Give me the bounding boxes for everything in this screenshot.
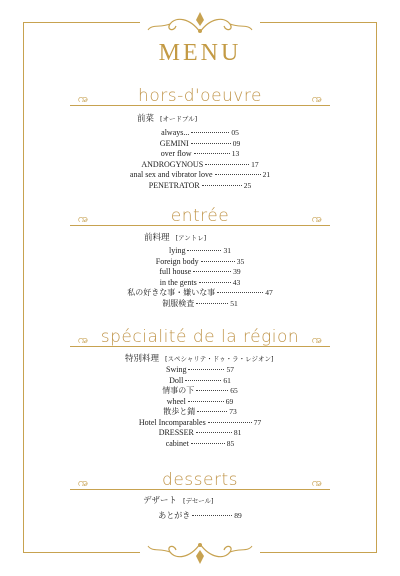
menu-item — [0, 439, 400, 450]
menu-item — [0, 139, 400, 150]
menu-item-title: wheel — [166, 396, 186, 406]
menu-item-page: 25 — [243, 180, 252, 190]
menu-item-title: always... — [161, 128, 190, 137]
menu-item-title: 制服検査 — [162, 298, 195, 308]
menu-item-title: Hotel Incomparables — [138, 417, 206, 427]
menu-item — [0, 386, 400, 397]
leader-dots — [194, 153, 230, 154]
menu-item-page: 65 — [230, 386, 238, 395]
menu-item-page: 81 — [233, 428, 242, 437]
bottom-ornament-icon — [140, 540, 260, 566]
section-jp-label: 特別料理 [スペシャリテ・ドゥ・ラ・レジオン] — [125, 354, 274, 364]
swirl-icon: ꩠ — [78, 476, 89, 489]
menu-item — [0, 511, 400, 522]
menu-item — [0, 365, 400, 376]
menu-item — [0, 149, 400, 160]
leader-dots — [191, 143, 231, 144]
leader-dots — [191, 132, 229, 133]
leader-dots — [199, 282, 231, 283]
menu-item — [0, 278, 400, 289]
menu-item — [0, 246, 400, 257]
swirl-icon: ꩠ — [311, 92, 322, 105]
menu-item — [0, 418, 400, 429]
menu-item-page: 69 — [225, 396, 234, 406]
menu-item — [0, 257, 400, 268]
leader-dots — [201, 261, 235, 262]
swirl-icon: ꩠ — [78, 333, 89, 346]
leader-dots — [205, 164, 249, 165]
section-title: spécialité de la région — [100, 327, 300, 347]
menu-item-title: ANDROGYNOUS — [141, 159, 204, 169]
menu-item-page: 89 — [234, 511, 242, 520]
menu-item-title: Foreign body — [155, 256, 199, 266]
swirl-icon: ꩠ — [78, 212, 89, 225]
leader-dots — [208, 422, 252, 423]
menu-item — [0, 299, 400, 310]
swirl-icon: ꩠ — [311, 212, 322, 225]
leader-dots — [188, 401, 224, 402]
menu-item — [0, 181, 400, 192]
menu-item-title: 私の好きな事・嫌いな事 — [127, 288, 216, 297]
leader-dots — [191, 443, 225, 444]
section-items — [0, 365, 400, 449]
section-items — [0, 128, 400, 191]
menu-item-page: 31 — [223, 246, 231, 255]
menu-item-title: あとがき — [158, 511, 191, 520]
leader-dots — [196, 303, 228, 304]
leader-dots — [193, 271, 231, 272]
menu-item-title: Doll — [169, 375, 184, 385]
menu-item-page: 61 — [223, 375, 231, 385]
menu-item-title: GEMINI — [159, 138, 189, 148]
leader-dots — [188, 369, 224, 370]
section-title: entrée — [170, 206, 230, 226]
menu-item — [0, 170, 400, 181]
menu-title: MENU — [158, 40, 242, 66]
leader-dots — [197, 411, 227, 412]
menu-item-title: in the gents — [159, 277, 197, 287]
menu-item — [0, 128, 400, 139]
menu-item-title: PENETRATOR — [148, 180, 200, 190]
section-title: hors-d'oeuvre — [138, 86, 262, 106]
menu-item-title: 散歩と錆 — [163, 407, 196, 416]
menu-item-page: 51 — [230, 298, 238, 308]
leader-dots — [187, 250, 221, 251]
menu-item-page: 43 — [232, 277, 241, 287]
menu-item-title: Swing — [166, 365, 187, 374]
leader-dots — [196, 390, 228, 391]
leader-dots — [217, 292, 263, 293]
menu-item-title: full house — [159, 267, 192, 276]
menu-item — [0, 397, 400, 408]
menu-item-page: 85 — [226, 438, 235, 448]
leader-dots — [202, 185, 242, 186]
leader-dots — [215, 174, 261, 175]
menu-item — [0, 267, 400, 278]
section-jp-label: デザート [デセール] — [143, 496, 214, 506]
swirl-icon: ꩠ — [78, 92, 89, 105]
menu-item-page: 57 — [226, 365, 234, 374]
menu-item-page: 39 — [233, 267, 241, 276]
menu-item-title: anal sex and vibrator love — [129, 170, 213, 179]
top-ornament-icon — [140, 10, 260, 36]
section-jp-label: 前菜 [オードブル] — [137, 114, 198, 124]
menu-item-page: 13 — [231, 149, 240, 158]
section-jp-label: 前料理 [アントレ] — [144, 233, 207, 243]
menu-item-title: lying — [169, 246, 186, 255]
menu-item-title: cabinet — [165, 438, 189, 448]
section-items — [0, 246, 400, 309]
swirl-icon: ꩠ — [311, 333, 322, 346]
menu-item-page: 17 — [251, 159, 259, 169]
menu-item-page: 77 — [253, 417, 262, 427]
menu-item-title: DRESSER — [158, 428, 194, 437]
menu-item-page: 21 — [262, 170, 271, 179]
leader-dots — [185, 380, 221, 381]
leader-dots — [196, 432, 232, 433]
menu-item-title: over flow — [160, 149, 192, 158]
menu-item — [0, 407, 400, 418]
leader-dots — [192, 515, 232, 516]
section-title: desserts — [162, 470, 238, 490]
menu-item — [0, 428, 400, 439]
menu-item — [0, 288, 400, 299]
menu-item-page: 73 — [229, 407, 237, 416]
menu-item-page: 09 — [232, 138, 241, 148]
menu-item-title: 情事の下 — [162, 386, 195, 395]
menu-item-page: 35 — [236, 256, 245, 266]
menu-item-page: 47 — [265, 288, 273, 297]
menu-item-page: 05 — [231, 128, 239, 137]
menu-item — [0, 376, 400, 387]
menu-item — [0, 160, 400, 171]
swirl-icon: ꩠ — [311, 476, 322, 489]
section-items — [0, 511, 400, 522]
